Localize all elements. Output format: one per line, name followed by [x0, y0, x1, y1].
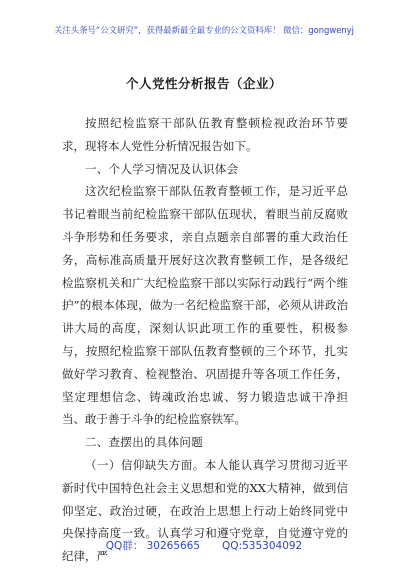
- header-banner: 关注头条号“公文研究”，获得最新最全最专业的公文资料库！ 微信：gongwenyj: [54, 25, 354, 35]
- footer-qq-number: QQ:535304092: [222, 540, 303, 552]
- section-heading-1: 一、个人学习情况及认识体会: [85, 161, 239, 176]
- footer-qq-group: QQ群： 30265665: [105, 540, 201, 552]
- document-title: 个人党性分析报告（企业）: [125, 76, 282, 91]
- section-heading-2: 二、查摆出的具体问题: [85, 435, 203, 450]
- section-1-paragraph: 这次纪检监察干部队伍教育整顿工作，是习近平总书记着眼当前纪检监察干部队伍现状，着眼当前反腐败斗争形势和任务要求，亲自点题亲自部署的重大政治任务，高标准高质量开展好这次教育整顿工作，是各级纪检监察机关和广大纪检监察干部以实际行动践行“两个维护”的根本体现，做为一名纪检监察干部，必须从讲政治讲大局的高度，深刻认识此项工作的重要性，积极参与，按照纪检监察干部队伍教育整顿的三个环节，扎实做好学习教育、检视整治、巩固提升等各项工作任务，坚定理想信念、铸魂政治忠诚、努力锻造忠诚干净担当、敢于善于斗争的纪检监察铁军。: [62, 184, 348, 427]
- intro-paragraph: 按照纪检监察干部队伍教育整顿检视政治环节要求，现将本人党性分析情况报告如下。: [62, 116, 348, 153]
- section-2-paragraph: （一）信仰缺失方面。本人能认真学习贯彻习近平新时代中国特色社会主义思想和党的XX大精神，做到信仰坚定、政治过硬，在政治上思想上行动上始终同党中央保持高度一致。认真学习和遵守党章，自觉遵守党的纪律，严: [62, 457, 348, 564]
- document-body: [62, 112, 348, 568]
- footer-contact: [0, 538, 408, 553]
